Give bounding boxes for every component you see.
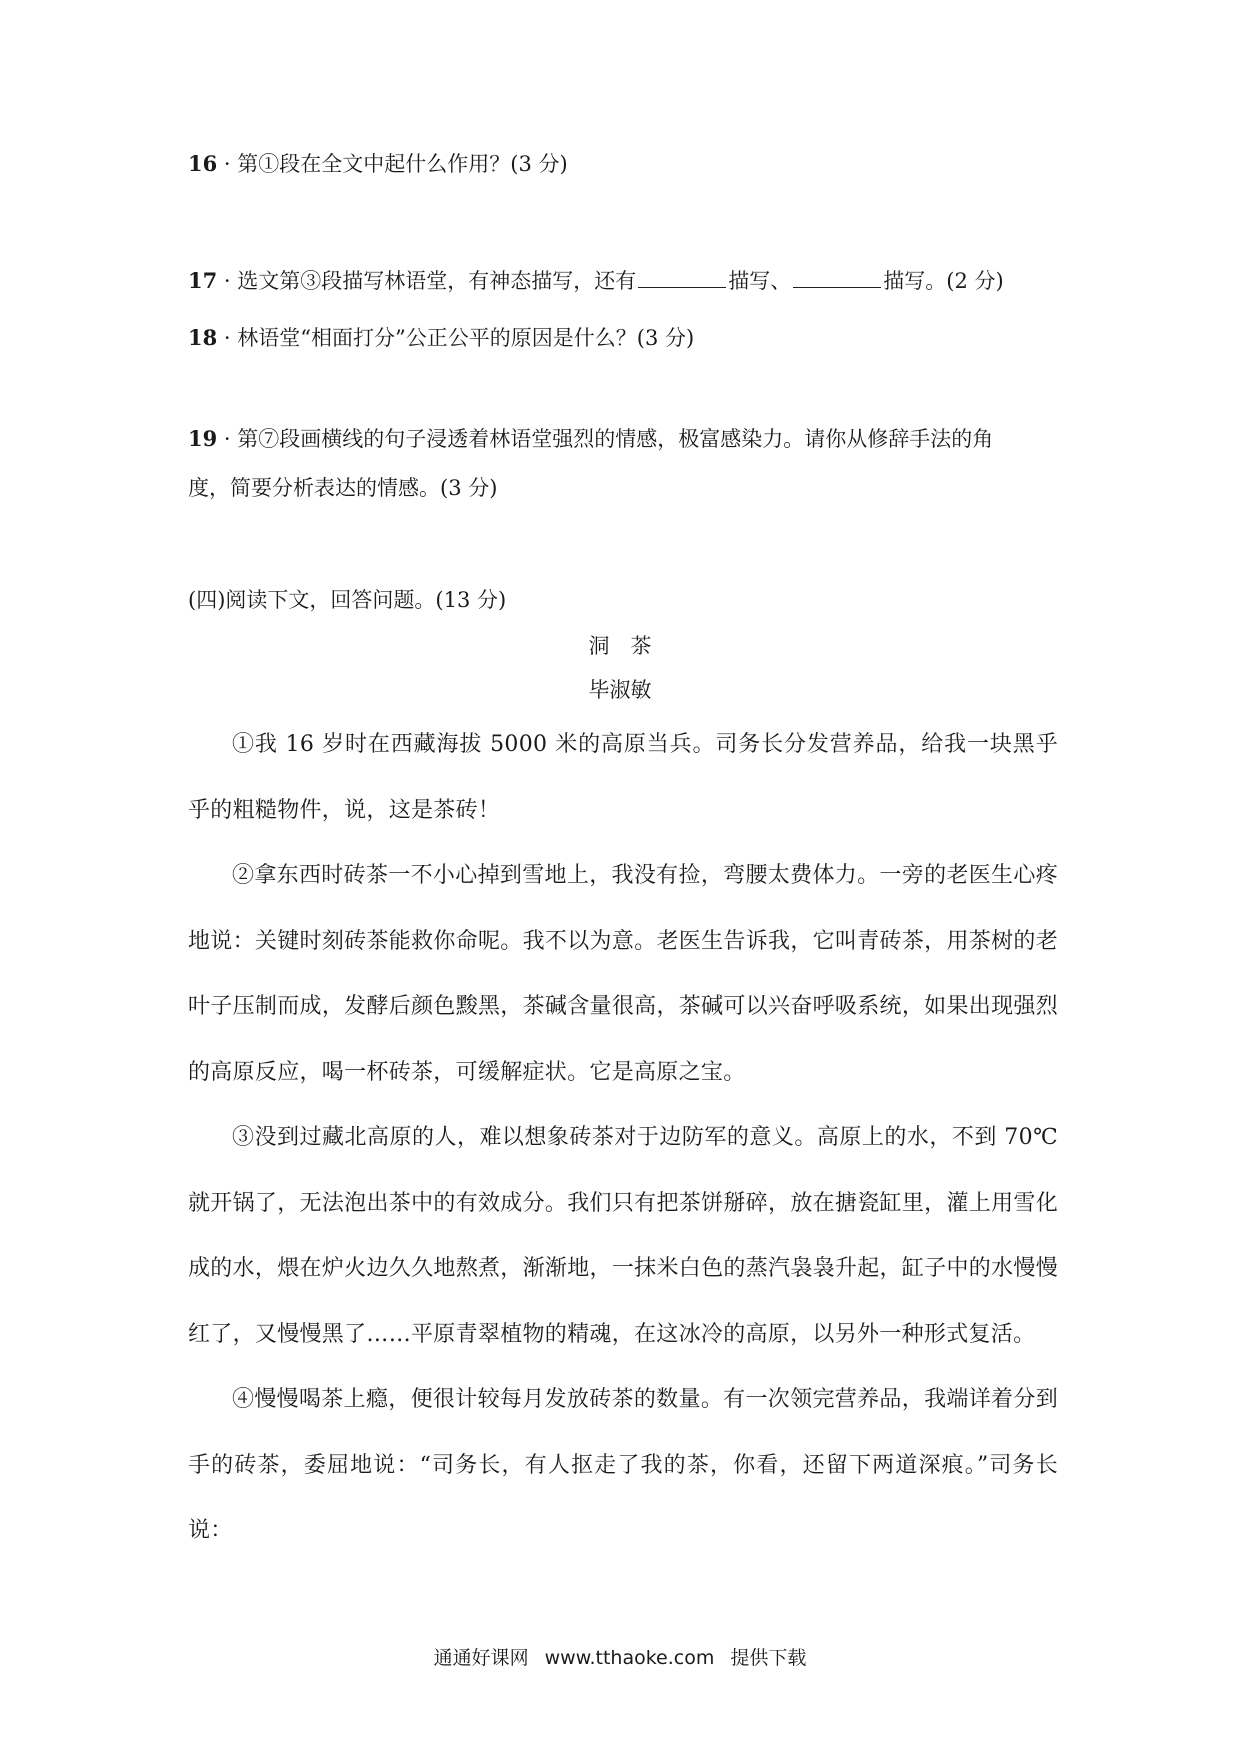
question-text: 林语堂“相面打分”公正公平的原因是什么？(3 分) [237,326,695,350]
question-text: 描写。(2 分) [883,269,1004,293]
question-text: 第⑦段画横线的句子浸透着林语堂强烈的情感，极富感染力。请你从修辞手法的角 [237,427,994,451]
answer-blank[interactable] [793,267,881,288]
question-number: 17 [188,268,218,293]
section-heading: (四)阅读下文，回答问题。(13 分) [188,588,507,612]
question-separator: · [223,427,231,451]
question-number: 18 [188,325,218,350]
question-19 [188,424,993,454]
question-separator: · [223,152,231,176]
question-text: 第①段在全文中起什么作用？(3 分) [237,152,568,176]
footer-site-name: 通通好课网 [433,1647,529,1669]
question-17 [188,266,1004,296]
question-number: 16 [188,151,218,176]
footer-url[interactable]: www.tthaoke.com [544,1647,715,1669]
question-separator: · [223,269,231,293]
question-19-continued [188,473,497,503]
page-footer [0,1643,1240,1670]
paragraph-1: ①我 16 岁时在西藏海拔 5000 米的高原当兵。司务长分发营养品，给我一块黑乎乎的粗糙物件，说，这是茶砖！ [188,732,1058,823]
article-author: 毕淑敏 [588,678,652,702]
paragraph-3: ③没到过藏北高原的人，难以想象砖茶对于边防军的意义。高原上的水，不到 70℃就开锅了，无法泡出茶中的有效成分。我们只有把茶饼掰碎，放在搪瓷缸里，灌上用雪化成的水，煨在炉火边久久地熬煮，渐渐地，一抹米白色的蒸汽袅袅升起，缸子中的水慢慢红了，又慢慢黑了……平原青翠植物的精魂，在这冰冷的高原，以另外一种形式复活。 [188,1125,1058,1347]
paragraph-2: ②拿东西时砖茶一不小心掉到雪地上，我没有捡，弯腰太费体力。一旁的老医生心疼地说：关键时刻砖茶能救你命呢。我不以为意。老医生告诉我，它叫青砖茶，用茶树的老叶子压制而成，发酵后颜色黢黑，茶碱含量很高，茶碱可以兴奋呼吸系统，如果出现强烈的高原反应，喝一杯砖茶，可缓解症状。它是高原之宝。 [188,863,1058,1085]
question-18 [188,323,694,353]
article-title: 洞 茶 [588,634,652,658]
answer-blank[interactable] [638,267,726,288]
paragraph-4: ④慢慢喝茶上瘾，便很计较每月发放砖茶的数量。有一次领完营养品，我端详着分到手的砖茶，委屈地说：“司务长，有人抠走了我的茶，你看，还留下两道深痕。”司务长说： [188,1387,1058,1543]
question-number: 19 [188,426,218,451]
article-body [188,712,1058,1564]
question-text: 选文第③段描写林语堂，有神态描写，还有 [237,269,637,293]
question-text: 度，简要分析表达的情感。(3 分) [188,476,498,500]
question-text: 描写、 [728,269,792,293]
question-separator: · [223,326,231,350]
question-16 [188,149,568,179]
footer-tagline: 提供下载 [730,1647,807,1669]
